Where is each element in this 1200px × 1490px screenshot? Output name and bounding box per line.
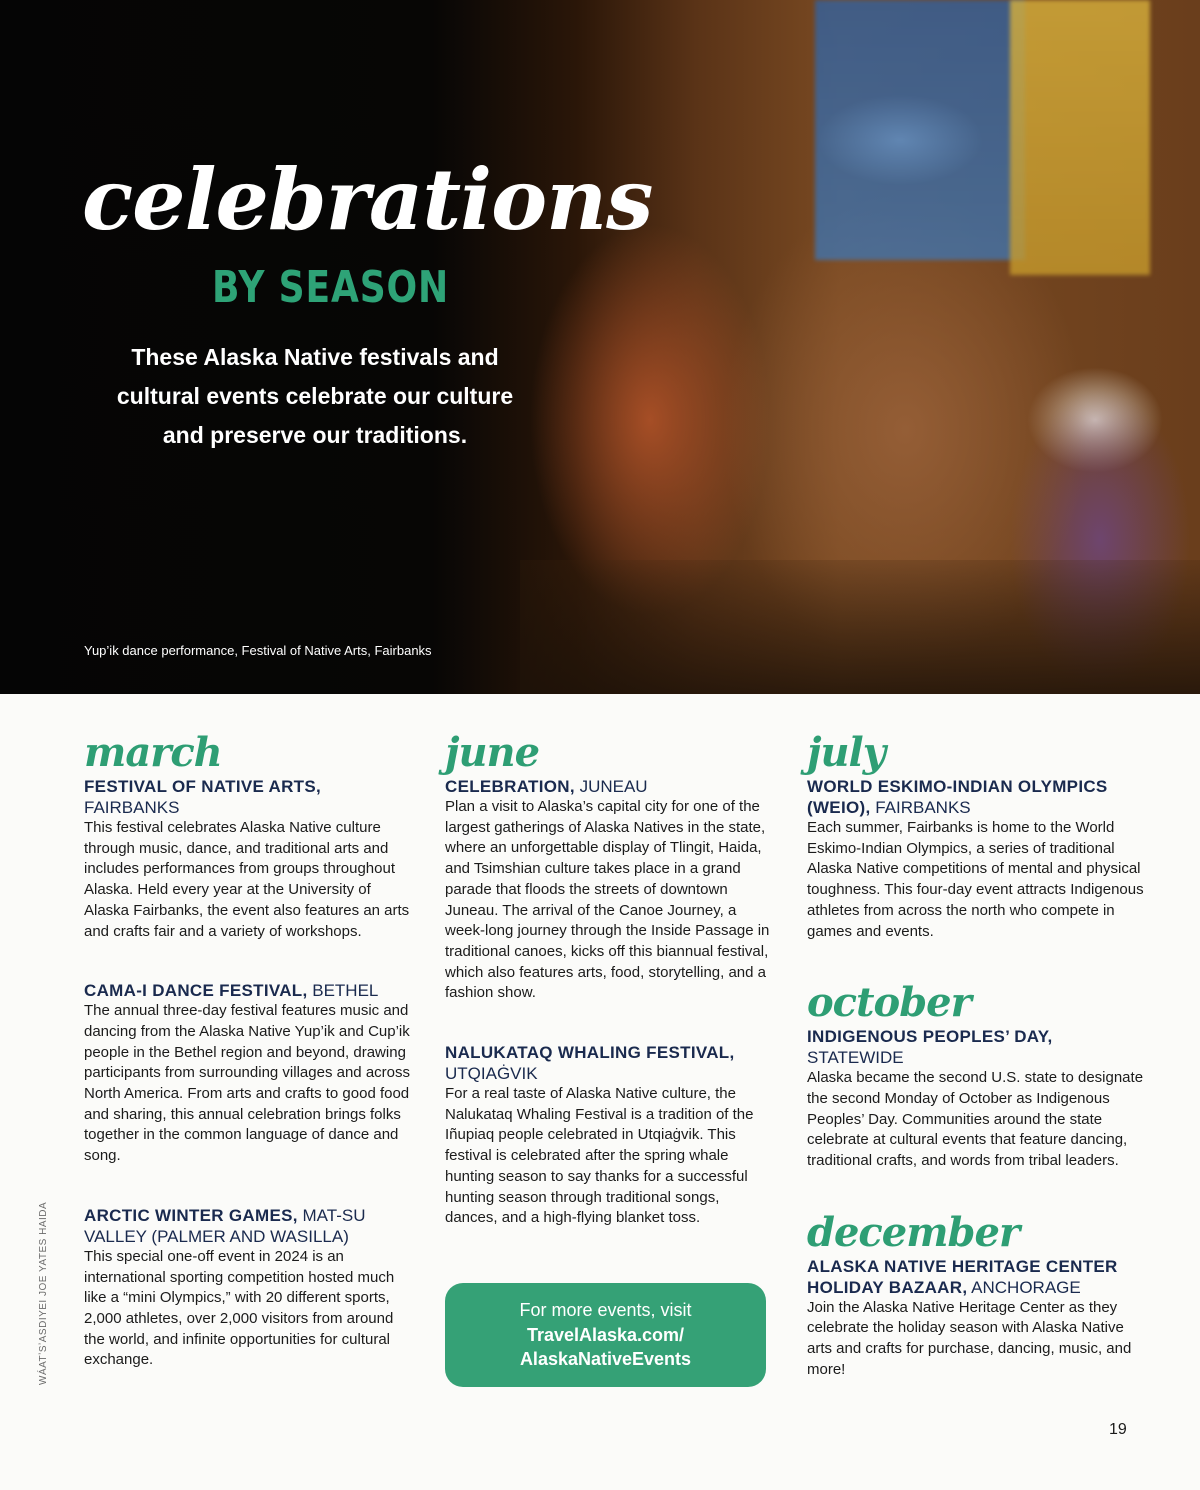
event-description: The annual three-day festival features music and dancing from the Alaska Native Yup’ik and Cup’ik people in the Bethel region and beyond, drawing participants from surrounding villages and across North America. From arts and crafts to good food and sharing, this annual celebration brings folks together in the common language of dance and song. [84, 1002, 410, 1165]
event-description: This special one-off event in 2024 is an international sporting competition hosted much like a “mini Olympics,” with 20 different sports, 2,000 athletes, over 2,000 visitors from around the world, and infinite opportunities for cultural exchange. [84, 1247, 395, 1369]
event-location: UTQIAĠVIK [445, 1064, 538, 1084]
month-heading-december: december [807, 1208, 1020, 1256]
month-heading-july: july [807, 729, 885, 776]
event-heading [445, 776, 775, 797]
event-description: This festival celebrates Alaska Native culture through music, dance, and traditional arts and includes performances from groups throughout Alaska. Held every year at the University of Alaska Fairbanks, the event also features an arts and crafts fair and a variety of workshops. [84, 819, 410, 940]
event-heading [84, 980, 414, 1001]
event-description: Each summer, Fairbanks is home to the World Eskimo-Indian Olympics, a series of traditional Alaska Native competitions of mental and physical toughness. This four-day event attracts Indigenous athletes from across the north who compete in games and events. [807, 819, 1144, 940]
event-location: MAT-SU VALLEY (PALMER AND WASILLA) [84, 1205, 366, 1246]
month-heading-june: june [445, 729, 540, 776]
event-location: FAIRBANKS [875, 798, 971, 817]
photo-caption: Yup’ik dance performance, Festival of Native Arts, Fairbanks [84, 643, 432, 658]
event-weio [807, 776, 1147, 942]
page-title: celebrations [82, 150, 653, 249]
event-name: ALASKA NATIVE HERITAGE CENTER HOLIDAY BAZAAR, [807, 1256, 1118, 1297]
event-arctic-winter-games [84, 1205, 414, 1371]
event-name: WORLD ESKIMO-INDIAN OLYMPICS (WEIO), [807, 777, 1108, 817]
events-link-line-1[interactable]: TravelAlaska.com/ [526, 1324, 685, 1345]
event-heading [807, 1256, 1147, 1298]
event-location: JUNEAU [579, 777, 648, 796]
event-description: Join the Alaska Native Heritage Center as they celebrate the holiday season with Alaska Native arts and crafts for purchase, dancing, music, and more! [807, 1298, 1132, 1378]
event-festival-of-native-arts [84, 776, 414, 942]
event-description: For a real taste of Alaska Native culture, the Nalukataq Whaling Festival is a tradition of the Iñupiaq people celebrated in Utqiaġvik. This festival is celebrated after the spring whale hunting season to say thanks for a successful hunting season through traditional songs, dances, and a high-flying blanket toss. [445, 1085, 754, 1227]
event-location: FAIRBANKS [84, 798, 180, 817]
event-nalukataq-whaling-festival [445, 1042, 775, 1229]
event-heading [807, 776, 1147, 818]
page-number: 19 [1109, 1421, 1127, 1438]
stage-floor [520, 560, 1200, 694]
event-name: CELEBRATION, [445, 777, 575, 796]
event-heading [807, 1026, 1147, 1068]
month-heading-october: october [807, 979, 971, 1027]
hero-photo [0, 0, 1200, 694]
page-subtitle: BY SEASON [212, 262, 450, 313]
more-events-callout[interactable] [445, 1283, 766, 1387]
photo-credit: WÁATʼSʼASDIYEI JOE YATES HAIDA [38, 1201, 49, 1385]
callout-lead: For more events, visit [519, 1300, 692, 1320]
event-description: Alaska became the second U.S. state to designate the second Monday of October as Indigenous Peoples’ Day. Communities around the state celebrate at cultural events that feature dancing, traditional crafts, and words from tribal leaders. [807, 1069, 1144, 1170]
event-name: INDIGENOUS PEOPLES’ DAY, [807, 1027, 1053, 1047]
background-banner-yellow [1010, 0, 1150, 275]
event-name: FESTIVAL OF NATIVE ARTS, [84, 777, 322, 796]
event-heading [84, 776, 414, 818]
column-2 [445, 730, 775, 1249]
event-holiday-bazaar [807, 1256, 1147, 1381]
event-heading [84, 1205, 414, 1247]
column-1 [84, 730, 414, 1391]
event-name: ARCTIC WINTER GAMES, [84, 1205, 298, 1225]
event-name: CAMA-I DANCE FESTIVAL, [84, 981, 308, 1001]
event-name: NALUKATAQ WHALING FESTIVAL, [445, 1043, 735, 1063]
event-celebration [445, 776, 775, 1004]
events-link-line-2[interactable]: AlaskaNativeEvents [519, 1349, 692, 1369]
event-heading [445, 1042, 775, 1084]
event-cama-i-dance-festival [84, 980, 414, 1167]
event-location: STATEWIDE [807, 1048, 904, 1068]
event-description: Plan a visit to Alaska’s capital city for one of the largest gatherings of Alaska Natives in the state, where an unforgettable display of Tlingit, Haida, and Tsimshian culture takes place in a grand parade that floods the streets of downtown Juneau. The arrival of the Canoe Journey, a week-long journey through the Inside Passage in traditional canoes, kicks off this biannual festival, which also features arts, food, storytelling, and a fashion show. [445, 798, 770, 1002]
column-3 [807, 730, 1147, 1401]
event-indigenous-peoples-day [807, 1026, 1147, 1172]
background-banner-blue [815, 0, 1025, 260]
event-location: BETHEL [312, 981, 379, 1001]
month-heading-march: march [84, 729, 222, 776]
intro-text: These Alaska Native festivals and cultural events celebrate our culture and preserve our traditions. [116, 344, 514, 448]
event-location: ANCHORAGE [971, 1277, 1081, 1297]
